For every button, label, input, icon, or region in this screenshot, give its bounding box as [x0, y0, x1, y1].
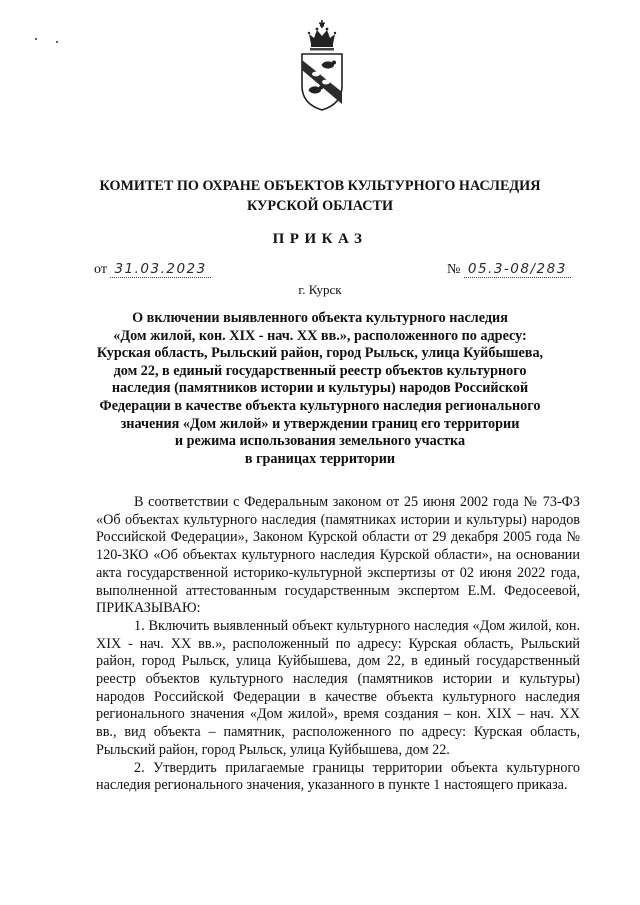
scan-speck — [35, 38, 37, 40]
date-prefix: от — [94, 262, 107, 277]
scan-speck — [56, 41, 58, 43]
city: г. Курск — [298, 282, 342, 297]
order-body — [96, 494, 580, 795]
subject-line: значения «Дом жилой» и утверждении границ его территории — [120, 415, 520, 432]
order-number — [447, 261, 571, 278]
subject-line: дом 22, в единый государственный реестр объектов культурного — [113, 362, 527, 379]
date-value: 31.03.2023 — [110, 261, 210, 278]
subject-line: Федерации в качестве объекта культурного наследия регионального — [99, 397, 541, 414]
order-title: ПРИКАЗ — [272, 231, 368, 247]
number-value: 05.3-08/283 — [464, 261, 571, 278]
committee-title — [60, 176, 580, 216]
committee-title-line-2: КУРСКОЙ ОБЛАСТИ — [247, 198, 393, 214]
subject-line: наследия (памятников истории и культуры) народов Российской — [111, 380, 529, 397]
subject-line: Курская область, Рыльский район, город Рыльск, улица Куйбышева, — [96, 345, 544, 362]
committee-title-line-1: КОМИТЕТ ПО ОХРАНЕ ОБЪЕКТОВ КУЛЬТУРНОГО НАСЛЕДИЯ — [99, 178, 541, 194]
subject-line: «Дом жилой, кон. XIX - нач. XX вв.», расположенного по адресу: — [113, 327, 527, 344]
body-paragraph: В соответствии с Федеральным законом от 25 июня 2002 года № 73-ФЗ «Об объектах культурного наследия (памятниках истории и культуры) народов Российской Федерации», Законом Курской области от 29 декабря 2005 года № 120-ЗКО «Об объектах культурного наследия Курской области», на основании акта государственной историко-культурной экспертизы от 02 июня 2022 года, выполненной аттестованным государственным экспертом Е.М. Федосеевой, ПРИКАЗЫВАЮ: — [96, 494, 580, 617]
order-subject — [70, 310, 570, 468]
subject-line: в границах территории — [244, 450, 396, 467]
coat-of-arms-icon — [299, 18, 345, 112]
subject-line: и режима использования земельного участка — [174, 433, 466, 450]
body-paragraph: 1. Включить выявленный объект культурного наследия «Дом жилой, кон. XIX - нач. XX вв.», расположенный по адресу: Курская область, Рыльский район, город Рыльск, улица Куйбышева, дом 22, в единый государственный реестр объектов культурного наследия (памятников истории и культуры) народов Российской Федерации в качестве объекта культурного наследия регионального значения «Дом жилой», время создания – кон. XIX – нач. XX вв., вид объекта – памятник, расположенного по адресу: Курская область, Рыльский район, город Рыльск, улица Куйбышева, дом 22. — [96, 617, 580, 758]
body-paragraph: 2. Утвердить прилагаемые границы территории объекта культурного наследия регионального значения, указанного в пункте 1 настоящего приказа. — [96, 759, 580, 794]
number-prefix: № — [447, 262, 461, 277]
subject-line: О включении выявленного объекта культурного наследия — [132, 310, 508, 326]
order-date — [94, 261, 211, 278]
